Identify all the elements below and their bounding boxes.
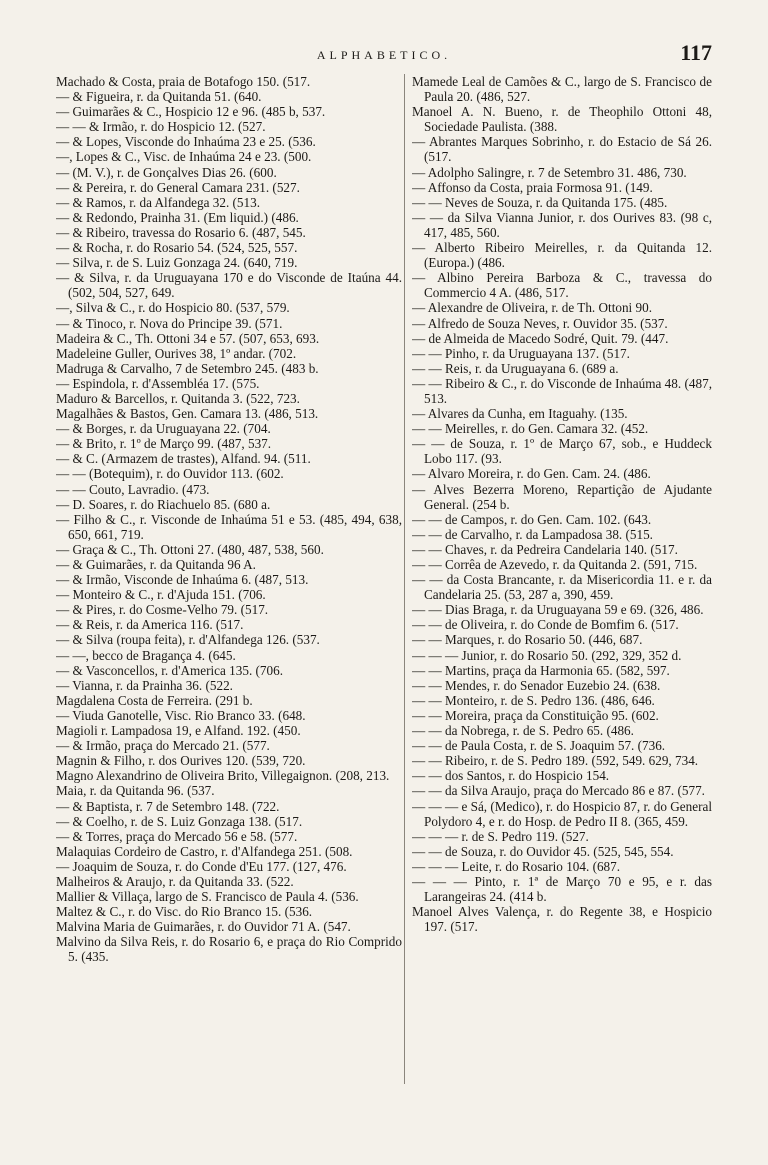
directory-entry: — — Chaves, r. da Pedreira Candelaria 140. (517.: [412, 541, 678, 557]
directory-entry: Magalhães & Bastos, Gen. Camara 13. (486, 513.: [56, 406, 319, 422]
directory-entry: — Adolpho Salingre, r. 7 de Setembro 31. 486, 730.: [412, 164, 687, 180]
directory-entry: — & Irmão, praça do Mercado 21. (577.: [56, 738, 270, 754]
directory-entry: — — Martins, praça da Harmonia 65. (582, 597.: [412, 662, 670, 678]
column-divider: [404, 74, 405, 1084]
directory-entry: — Alvares da Cunha, em Itaguahy. (135.: [412, 406, 628, 422]
directory-entry: Malvino da Silva Reis, r. do Rosario 6, e praça do Rio Comprido 5. (435.: [56, 934, 402, 965]
directory-entry: Manoel Alves Valença, r. do Regente 38, e Hospicio 197. (517.: [412, 904, 712, 935]
directory-entry: Magdalena Costa de Ferreira. (291 b.: [56, 692, 253, 708]
directory-entry: — & Figueira, r. da Quitanda 51. (640.: [56, 89, 262, 105]
directory-entry: Malvina Maria de Guimarães, r. do Ouvidor 71 A. (547.: [56, 919, 351, 935]
directory-entry: — — — r. de S. Pedro 119. (527.: [412, 828, 589, 844]
directory-entry: — D. Soares, r. do Riachuelo 85. (680 a.: [56, 496, 271, 512]
directory-entry: — — Pinho, r. da Uruguayana 137. (517.: [412, 345, 630, 361]
directory-entry: Madruga & Carvalho, 7 de Setembro 245. (483 b.: [56, 360, 319, 376]
directory-entry: — — Marques, r. do Rosario 50. (446, 687.: [412, 632, 643, 648]
directory-entry: — Alfredo de Souza Neves, r. Ouvidor 35. (537.: [412, 315, 668, 331]
directory-entry: — & Tinoco, r. Nova do Principe 39. (571.: [56, 315, 283, 331]
directory-entry: — — Moreira, praça da Constituição 95. (602.: [412, 707, 659, 723]
directory-entry: — & Baptista, r. 7 de Setembro 148. (722.: [56, 798, 280, 814]
directory-entry: — —, becco de Bragança 4. (645.: [56, 647, 236, 663]
directory-entry: Maltez & C., r. do Visc. do Rio Branco 15. (536.: [56, 904, 313, 920]
directory-entry: — — da Silva Araujo, praça do Mercado 86 e 87. (577.: [412, 783, 705, 799]
directory-entry: — Joaquim de Souza, r. do Conde d'Eu 177. (127, 476.: [56, 858, 347, 874]
directory-entry: — & Irmão, Visconde de Inhaúma 6. (487, 513.: [56, 572, 309, 588]
directory-entry: — — & Irmão, r. do Hospicio 12. (527.: [56, 119, 266, 135]
directory-entry: — — Corrêa de Azevedo, r. da Quitanda 2. (591, 715.: [412, 557, 698, 572]
directory-entry: — (M. V.), r. de Gonçalves Dias 26. (600.: [56, 164, 277, 180]
directory-entry: —, Silva & C., r. do Hospicio 80. (537, 579.: [56, 300, 290, 316]
directory-entry: — & Vasconcellos, r. d'America 135. (706.: [56, 662, 284, 678]
directory-entry: — & Pereira, r. do General Camara 231. (527.: [56, 179, 300, 195]
directory-entry: — Vianna, r. da Prainha 36. (522.: [56, 677, 233, 693]
directory-entry: — — Ribeiro, r. de S. Pedro 189. (592, 549. 629, 734.: [412, 753, 699, 769]
directory-entry: Manoel A. N. Bueno, r. de Theophilo Ottoni 48, Sociedade Paulista. (388.: [412, 104, 712, 135]
directory-entry: Maia, r. da Quitanda 96. (537.: [56, 783, 215, 799]
directory-entry: — & Pires, r. do Cosme-Velho 79. (517.: [56, 602, 269, 618]
directory-entry: — Espindola, r. d'Assembléa 17. (575.: [56, 375, 260, 391]
directory-entry: — & Torres, praça do Mercado 56 e 58. (577.: [56, 828, 298, 844]
directory-entry: — Silva, r. de S. Luiz Gonzaga 24. (640, 719.: [56, 255, 298, 271]
directory-entry: — & Brito, r. 1º de Março 99. (487, 537.: [56, 436, 272, 452]
directory-entry: — — de Oliveira, r. do Conde de Bomfim 6. (517.: [412, 617, 679, 633]
directory-entry: — de Almeida de Macedo Sodré, Quit. 79. (447.: [412, 330, 669, 346]
directory-entry: — — — Pinto, r. 1ª de Março 70 e 95, e r. das Larangeiras 24. (414 b.: [412, 873, 712, 905]
running-head: ALPHABETICO.: [316, 48, 452, 62]
directory-entry: — & Ramos, r. da Alfandega 32. (513.: [56, 194, 261, 210]
directory-entry: — & Lopes, Visconde do Inhaúma 23 e 25. (536.: [56, 134, 316, 150]
directory-entry: — Alexandre de Oliveira, r. de Th. Ottoni 90.: [412, 300, 653, 316]
directory-entry: — — — Junior, r. do Rosario 50. (292, 329, 352 d.: [412, 647, 682, 663]
directory-entry: — — de Paula Costa, r. de S. Joaquim 57. (736.: [412, 738, 666, 754]
directory-entry: — Alberto Ribeiro Meirelles, r. da Quitanda 12. (Europa.) (486.: [412, 240, 712, 271]
directory-entry: —, Lopes & C., Visc. de Inhaúma 24 e 23. (500.: [56, 149, 312, 165]
directory-entry: Magno Alexandrino de Oliveira Brito, Villegaignon. (208, 213.: [56, 768, 390, 784]
directory-entry: — & C. (Armazem de trastes), Alfand. 94. (511.: [56, 451, 311, 467]
directory-entry: — Monteiro & C., r. d'Ajuda 151. (706.: [56, 587, 266, 603]
directory-entry: — & Ribeiro, travessa do Rosario 6. (487, 545.: [56, 224, 306, 240]
directory-entry: — — Meirelles, r. do Gen. Camara 32. (452.: [412, 421, 649, 437]
directory-entry: Mamede Leal de Camões & C., largo de S. Francisco de Paula 20. (486, 527.: [412, 74, 712, 105]
right-column: [412, 74, 712, 1154]
directory-entry: — — dos Santos, r. do Hospicio 154.: [412, 768, 610, 784]
directory-entry: — & Silva (roupa feita), r. d'Alfandega 126. (537.: [56, 632, 320, 648]
directory-entry: Magioli r. Lampadosa 19, e Alfand. 192. (450.: [56, 723, 301, 739]
directory-entry: — Filho & C., r. Visconde de Inhaúma 51 e 53. (485, 494, 638, 650, 661, 719.: [56, 511, 402, 542]
directory-entry: — Abrantes Marques Sobrinho, r. do Estacio de Sá 26. (517.: [412, 134, 712, 165]
directory-entry: — & Reis, r. da America 116. (517.: [56, 617, 244, 633]
directory-entry: Mallier & Villaça, largo de S. Francisco de Paula 4. (536.: [56, 889, 359, 905]
directory-entry: — — da Nobrega, r. de S. Pedro 65. (486.: [412, 723, 634, 739]
directory-entry: — — Reis, r. da Uruguayana 6. (689 a.: [412, 360, 619, 376]
directory-entry: — Graça & C., Th. Ottoni 27. (480, 487, 538, 560.: [56, 541, 324, 557]
directory-entry: — & Coelho, r. de S. Luiz Gonzaga 138. (517.: [56, 813, 303, 829]
directory-entry: — & Redondo, Prainha 31. (Em liquid.) (486.: [56, 209, 299, 225]
page-number: 117: [680, 40, 712, 65]
directory-entry: Machado & Costa, praia de Botafogo 150. (517.: [56, 74, 311, 89]
directory-entry: Maduro & Barcellos, r. Quitanda 3. (522, 723.: [56, 390, 300, 406]
directory-entry: — & Guimarães, r. da Quitanda 96 A.: [56, 557, 256, 572]
left-column: [56, 74, 402, 1154]
directory-entry: Madeira & C., Th. Ottoni 34 e 57. (507, 653, 693.: [56, 330, 320, 346]
page-header: [0, 40, 768, 70]
directory-entry: — & Rocha, r. do Rosario 54. (524, 525, 557.: [56, 240, 298, 256]
directory-entry: Malheiros & Araujo, r. da Quitanda 33. (522.: [56, 873, 294, 889]
directory-entry: — Guimarães & C., Hospicio 12 e 96. (485 b, 537.: [56, 104, 326, 120]
directory-entry: — — Monteiro, r. de S. Pedro 136. (486, 646.: [412, 692, 655, 708]
directory-entry: — — da Silva Vianna Junior, r. dos Ourives 83. (98 c, 417, 485, 560.: [412, 209, 712, 240]
directory-entry: — Viuda Ganotelle, Visc. Rio Branco 33. (648.: [56, 707, 306, 723]
directory-entry: — — de Carvalho, r. da Lampadosa 38. (515.: [412, 526, 653, 542]
directory-entry: — Alvaro Moreira, r. do Gen. Cam. 24. (486.: [412, 466, 651, 482]
directory-entry: — — Neves de Souza, r. da Quitanda 175. (485.: [412, 194, 668, 210]
directory-entry: — Alves Bezerra Moreno, Repartição de Ajudante General. (254 b.: [412, 481, 712, 512]
directory-entry: — Albino Pereira Barboza & C., travessa do Commercio 4 A. (486, 517.: [412, 270, 712, 301]
directory-entry: — — Ribeiro & C., r. do Visconde de Inhaúma 48. (487, 513.: [412, 375, 712, 406]
directory-entry: — — da Costa Brancante, r. da Misericordia 11. e r. da Candelaria 25. (53, 287 a, 390, 459.: [412, 572, 712, 603]
directory-entry: — & Silva, r. da Uruguayana 170 e do Visconde de Itaúna 44. (502, 504, 527, 649.: [56, 270, 402, 301]
directory-entry: — — de Campos, r. do Gen. Cam. 102. (643.: [412, 511, 652, 527]
directory-entry: — — (Botequim), r. do Ouvidor 113. (602.: [56, 466, 284, 482]
directory-entry: — — Couto, Lavradio. (473.: [56, 481, 210, 497]
directory-entry: — & Borges, r. da Uruguayana 22. (704.: [56, 421, 271, 437]
directory-entry: — — Mendes, r. do Senador Euzebio 24. (638.: [412, 677, 661, 693]
directory-entry: — Affonso da Costa, praia Formosa 91. (149.: [412, 179, 653, 195]
directory-entry: — — — Leite, r. do Rosario 104. (687.: [412, 858, 621, 874]
directory-entry: — — de Souza, r. do Ouvidor 45. (525, 545, 554.: [412, 843, 674, 859]
directory-entry: — — de Souza, r. 1º de Março 67, sob., e Huddeck Lobo 117. (93.: [412, 436, 712, 467]
directory-entry: Magnin & Filho, r. dos Ourives 120. (539, 720.: [56, 753, 306, 769]
directory-entry: — — Dias Braga, r. da Uruguayana 59 e 69. (326, 486.: [412, 602, 704, 618]
directory-entry: Malaquias Cordeiro de Castro, r. d'Alfandega 251. (508.: [56, 843, 353, 859]
directory-entry: — — — e Sá, (Medico), r. do Hospicio 87, r. do General Polydoro 4, e r. do Hosp. de Pedro II 8. (365, 459.: [412, 798, 712, 829]
directory-entry: Madeleine Guller, Ourives 38, 1º andar. (702.: [56, 345, 297, 361]
